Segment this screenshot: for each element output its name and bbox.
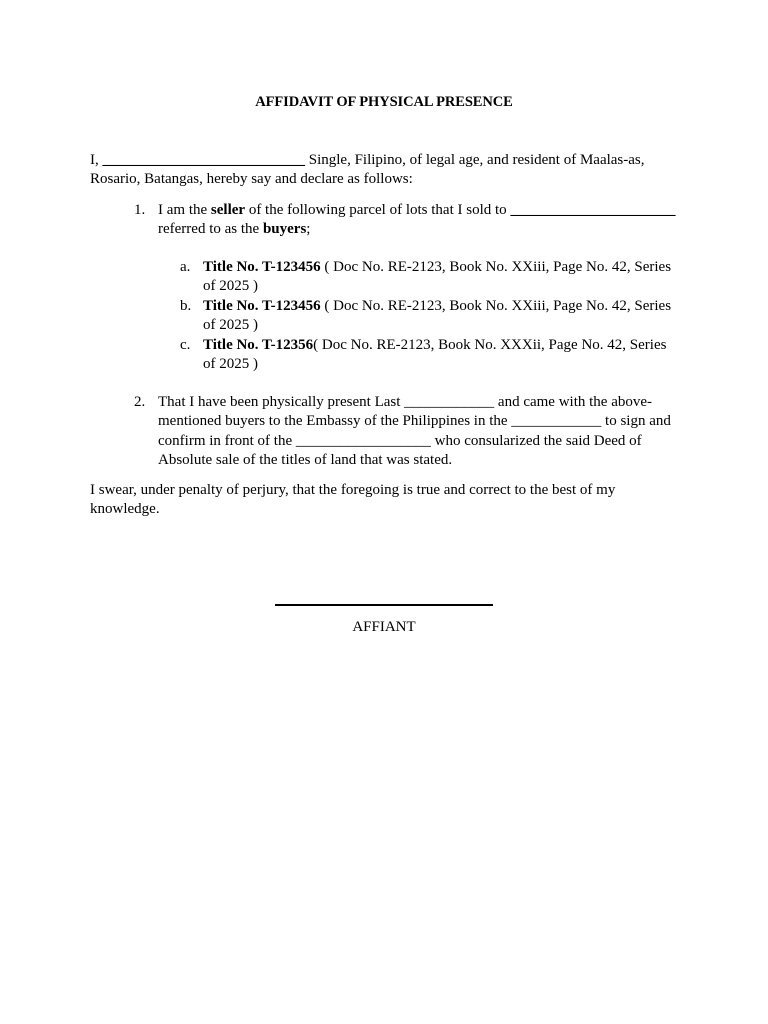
title-list (90, 258, 680, 374)
title-list-letter: b. (180, 297, 192, 314)
title-number: Title No. T-123456 (203, 259, 321, 275)
item1-text-2: of the following parcel of lots that I sold to (245, 202, 511, 218)
intro-suffix: Single, Filipino, of legal age, and resident of Maalas-as, Rosario, Batangas, hereby say and declare as follows: (90, 152, 645, 188)
closing-statement: I swear, under penalty of perjury, that the foregoing is true and correct to the best of my knowledge. (90, 482, 616, 518)
title-entry (203, 336, 676, 375)
intro-prefix: I, (90, 152, 103, 168)
list-item-text (158, 201, 680, 240)
list-item-number: 2. (134, 394, 146, 410)
buyer-name-blank: ______________________ (510, 202, 676, 218)
title-entry (203, 297, 676, 336)
item1-text-3: referred to as the (158, 221, 263, 238)
title-list-letter: a. (180, 259, 191, 275)
item1-text-4: ; (306, 221, 311, 238)
item1-text-1: I am the (158, 202, 211, 218)
document-title: AFFIDAVIT OF PHYSICAL PRESENCE (255, 94, 513, 110)
intro-paragraph (90, 151, 680, 190)
title-details: ( Doc No. RE-2123, Book No. XXiii, Page No. 42, Series of 2025 ) (203, 297, 672, 334)
title-details: ( Doc No. RE-2123, Book No. XXiii, Page No. 42, Series of 2025 ) (203, 259, 672, 295)
title-number: Title No. T-123456 (203, 297, 321, 314)
list-item-text: That I have been physically present Last ____________ and came with the above-mentioned buyers to the Embassy of the Philippines in the ____________ to sign and confirm in front of the __________________ who consularized the said Deed of Absolute sale of the titles of land that was stated. (158, 394, 671, 469)
list-item-2 (90, 393, 680, 471)
title-list-item (90, 297, 680, 336)
title-entry (203, 258, 676, 297)
list-item-number: 1. (134, 202, 146, 218)
signature-line (275, 604, 493, 606)
title-number: Title No. T-12356 (203, 336, 314, 353)
signature-label: AFFIANT (352, 619, 416, 635)
list-item-1 (90, 201, 680, 240)
title-details: ( Doc No. RE-2123, Book No. XXXii, Page No. 42, Series of 2025 ) (203, 336, 667, 373)
title-list-letter: c. (180, 336, 191, 353)
title-list-item (90, 336, 680, 375)
seller-term: seller (210, 202, 246, 218)
title-list-item (90, 258, 680, 297)
affiant-name-blank: ___________________________ (102, 152, 305, 168)
buyers-term: buyers (262, 221, 307, 238)
